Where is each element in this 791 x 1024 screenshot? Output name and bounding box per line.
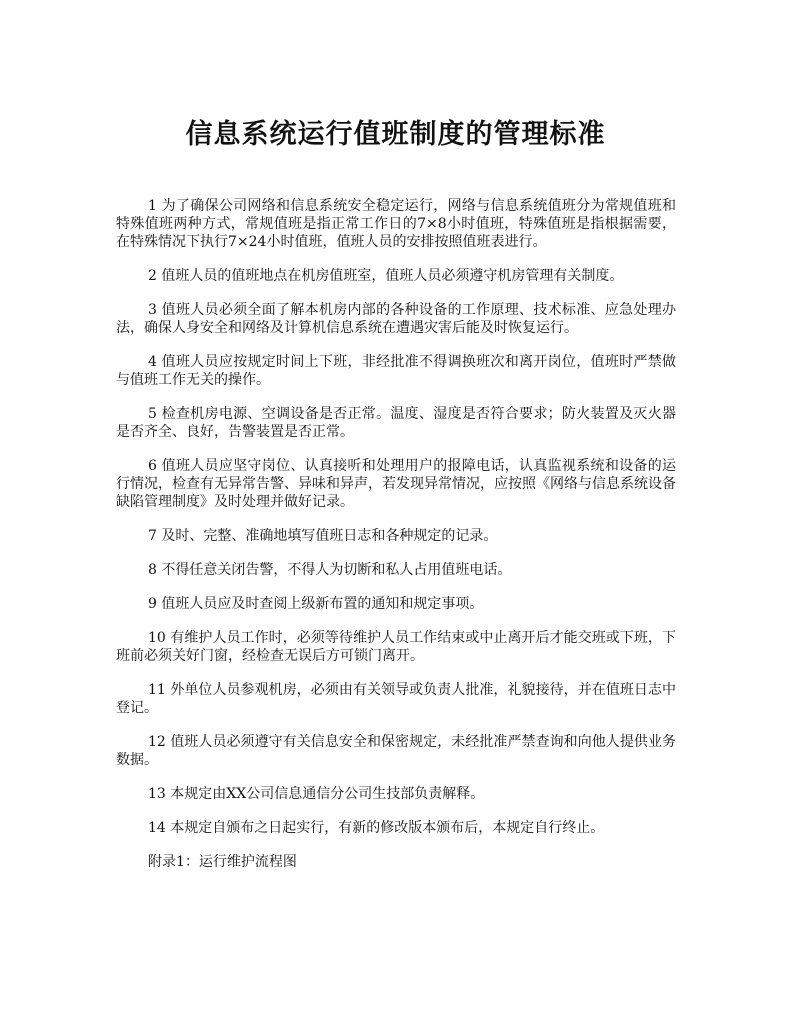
paragraph: 7 及时、完整、准确地填写值班日志和各种规定的记录。 bbox=[148, 528, 498, 544]
paragraph: 10 有维护人员工作时，必须等待维护人员工作结束或中止离开后才能交班或下班，下班前必须关好门窗，经检查无误后方可锁门离开。 bbox=[116, 630, 676, 664]
document-title: 信息系统运行值班制度的管理标准 bbox=[185, 119, 606, 150]
paragraph: 13 本规定由XX公司信息通信分公司生技部负责解释。 bbox=[148, 786, 485, 802]
paragraph: 5 检查机房电源、空调设备是否正常。温度、湿度是否符合要求；防火装置及灭火器是否齐全、良好，告警装置是否正常。 bbox=[116, 406, 676, 440]
paragraph: 6 值班人员应坚守岗位、认真接听和处理用户的报障电话，认真监视系统和设备的运行情况，检查有无异常告警、异味和异声，若发现异常情况，应按照《网络与信息系统设备缺陷管理制度》及时处理并做好记录。 bbox=[116, 458, 676, 510]
paragraph: 12 值班人员必须遵守有关信息安全和保密规定，未经批准严禁查询和向他人提供业务数据。 bbox=[116, 734, 676, 768]
paragraph: 3 值班人员必须全面了解本机房内部的各种设备的工作原理、技术标准、应急处理办法，确保人身安全和网络及计算机信息系统在遭遇灾害后能及时恢复运行。 bbox=[116, 302, 676, 336]
paragraph: 4 值班人员应按规定时间上下班，非经批准不得调换班次和离开岗位，值班时严禁做与值班工作无关的操作。 bbox=[116, 354, 676, 388]
appendix-line: 附录1：运行维护流程图 bbox=[148, 854, 297, 870]
paragraph: 9 值班人员应及时查阅上级新布置的通知和规定事项。 bbox=[148, 596, 484, 612]
document-body bbox=[116, 197, 676, 871]
paragraph: 8 不得任意关闭告警，不得人为切断和私人占用值班电话。 bbox=[148, 562, 512, 578]
paragraph: 2 值班人员的值班地点在机房值班室，值班人员必须遵守机房管理有关制度。 bbox=[148, 268, 624, 284]
paragraph: 11 外单位人员参观机房，必须由有关领导或负责人批准，礼貌接待，并在值班日志中登记。 bbox=[116, 682, 676, 716]
paragraph: 1 为了确保公司网络和信息系统安全稳定运行，网络与信息系统值班分为常规值班和特殊值班两种方式，常规值班是指正常工作日的7×8小时值班，特殊值班是指根据需要，在特殊情况下执行7×24小时值班，值班人员的安排按照值班表进行。 bbox=[116, 198, 676, 250]
paragraph: 14 本规定自颁布之日起实行，有新的修改版本颁布后，本规定自行终止。 bbox=[148, 820, 605, 836]
